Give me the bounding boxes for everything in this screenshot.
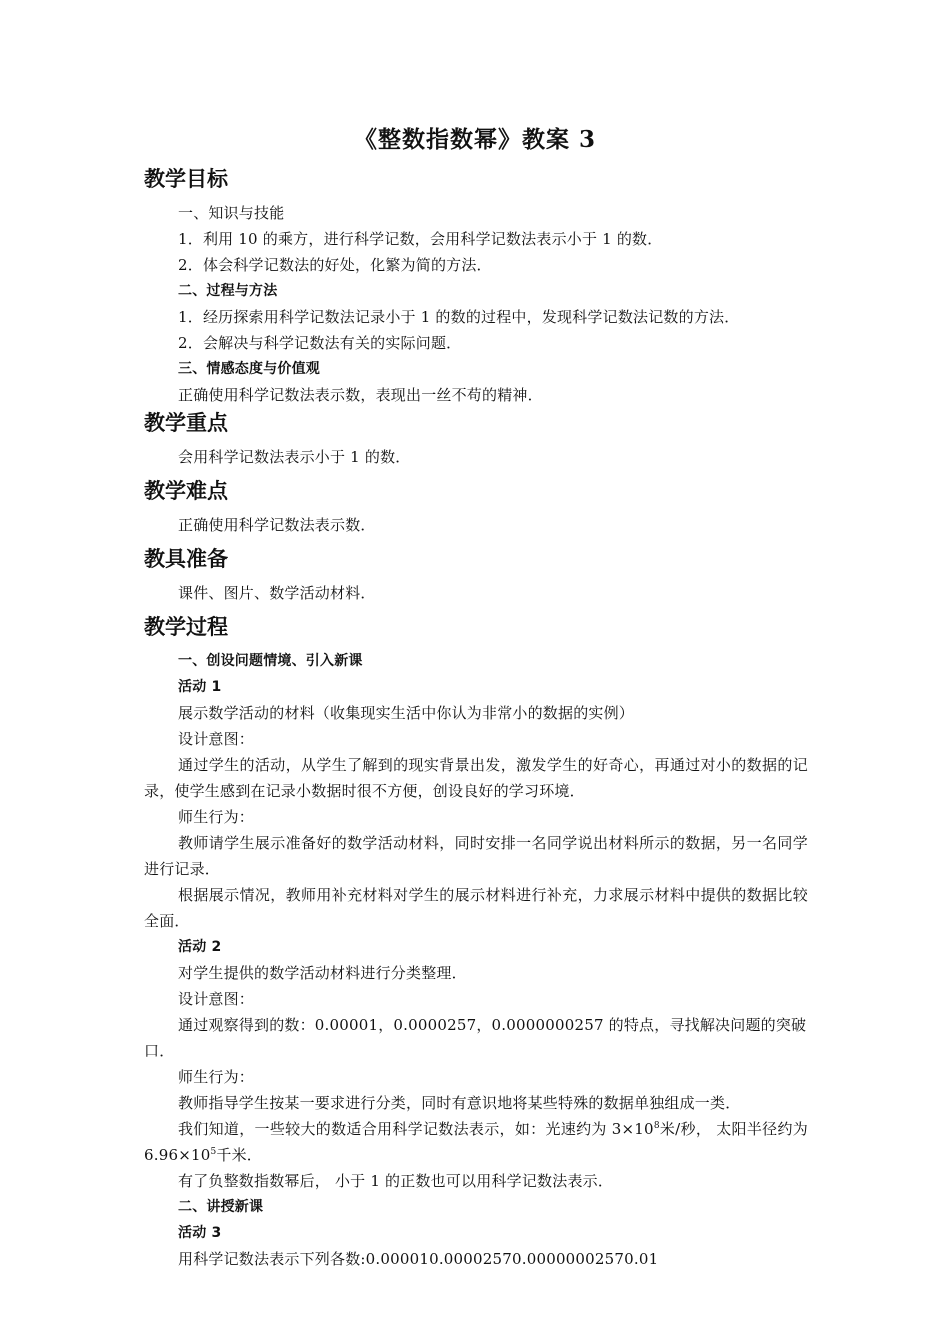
objective-process-heading: 二、过程与方法 [178, 283, 278, 299]
objective-emotion-heading: 三、情感态度与价值观 [178, 361, 320, 377]
activity-2-intent-label: 设计意图： [178, 990, 255, 1008]
preparation-text: 课件、图片、数学活动材料． [178, 584, 376, 602]
objective-knowledge-1: 1．利用 10 的乘方，进行科学记数，会用科学记数法表示小于 1 的数． [178, 230, 663, 248]
activity-1-heading: 活动 1 [178, 679, 222, 695]
difficulties-text: 正确使用科学记数法表示数． [178, 516, 376, 534]
heading-preparation: 教具准备 [144, 547, 228, 571]
objective-process-1: 1．经历探索用科学记数法记录小于 1 的数的过程中，发现科学记数法记数的方法． [178, 308, 740, 326]
large-number-text-b: 米/秒， 太阳半径约为 6.96×10 [144, 1120, 808, 1164]
process-section-1-heading: 一、创设问题情境、引入新课 [178, 653, 363, 669]
activity-2-teacher-label: 师生行为： [178, 1068, 255, 1086]
objective-knowledge-2: 2．体会科学记数法的好处，化繁为简的方法． [178, 256, 492, 274]
negative-exponent-note: 有了负整数指数幂后， 小于 1 的正数也可以用科学记数法表示． [178, 1172, 614, 1190]
objective-process-2: 2．会解决与科学记数法有关的实际问题． [178, 334, 462, 352]
exponent-8: 8 [653, 1121, 660, 1131]
activity-2-heading: 活动 2 [178, 939, 222, 955]
large-number-text-c: 千米． [216, 1146, 263, 1164]
activity-1-intent: 通过学生的活动，从学生了解到的现实背景出发，激发学生的好奇心，再通过对小的数据的记录，使学生感到在记录小数据时很不方便，创设良好的学习环境． [144, 756, 808, 800]
activity-1-intent-label: 设计意图： [178, 730, 255, 748]
heading-key-points: 教学重点 [144, 411, 228, 435]
key-points-text: 会用科学记数法表示小于 1 的数． [178, 448, 411, 466]
objective-emotion-1: 正确使用科学记数法表示数，表现出一丝不苟的精神． [178, 386, 543, 404]
activity-1-teacher: 教师请学生展示准备好的数学活动材料，同时安排一名同学说出材料所示的数据，另一名同学进行记录． [144, 834, 808, 878]
heading-difficulties: 教学难点 [144, 479, 228, 503]
activity-2-teacher: 教师指导学生按某一要求进行分类，同时有意识地将某些特殊的数据单独组成一类． [178, 1094, 741, 1112]
large-number-text-a: 我们知道，一些较大的数适合用科学记数法表示，如：光速约为 3×10 [178, 1120, 654, 1138]
document-body [144, 164, 808, 1272]
activity-1-teacher-label: 师生行为： [178, 808, 255, 826]
heading-process: 教学过程 [144, 615, 228, 639]
exponent-5: 5 [210, 1147, 217, 1157]
document-title: 《整数指数幂》教案 3 [353, 126, 596, 153]
activity-1-show: 展示数学活动的材料（收集现实生活中你认为非常小的数据的实例） [178, 704, 635, 722]
objective-knowledge-heading: 一、知识与技能 [178, 204, 285, 222]
activity-2-intent: 通过观察得到的数：0.00001，0.0000257，0.0000000257 的特点，寻找解决问题的突破口． [144, 1016, 807, 1060]
activity-2-sort: 对学生提供的数学活动材料进行分类整理． [178, 964, 467, 982]
heading-objectives: 教学目标 [144, 167, 228, 191]
activity-1-supplement: 根据展示情况，教师用补充材料对学生的展示材料进行补充，力求展示材料中提供的数据比较全面． [144, 886, 808, 930]
process-section-2-heading: 二、讲授新课 [178, 1199, 264, 1215]
large-number-example [144, 1116, 808, 1168]
activity-3-heading: 活动 3 [178, 1225, 222, 1241]
activity-3-text: 用科学记数法表示下列各数:0.000010.00002570.00000002570.01 [178, 1250, 659, 1268]
